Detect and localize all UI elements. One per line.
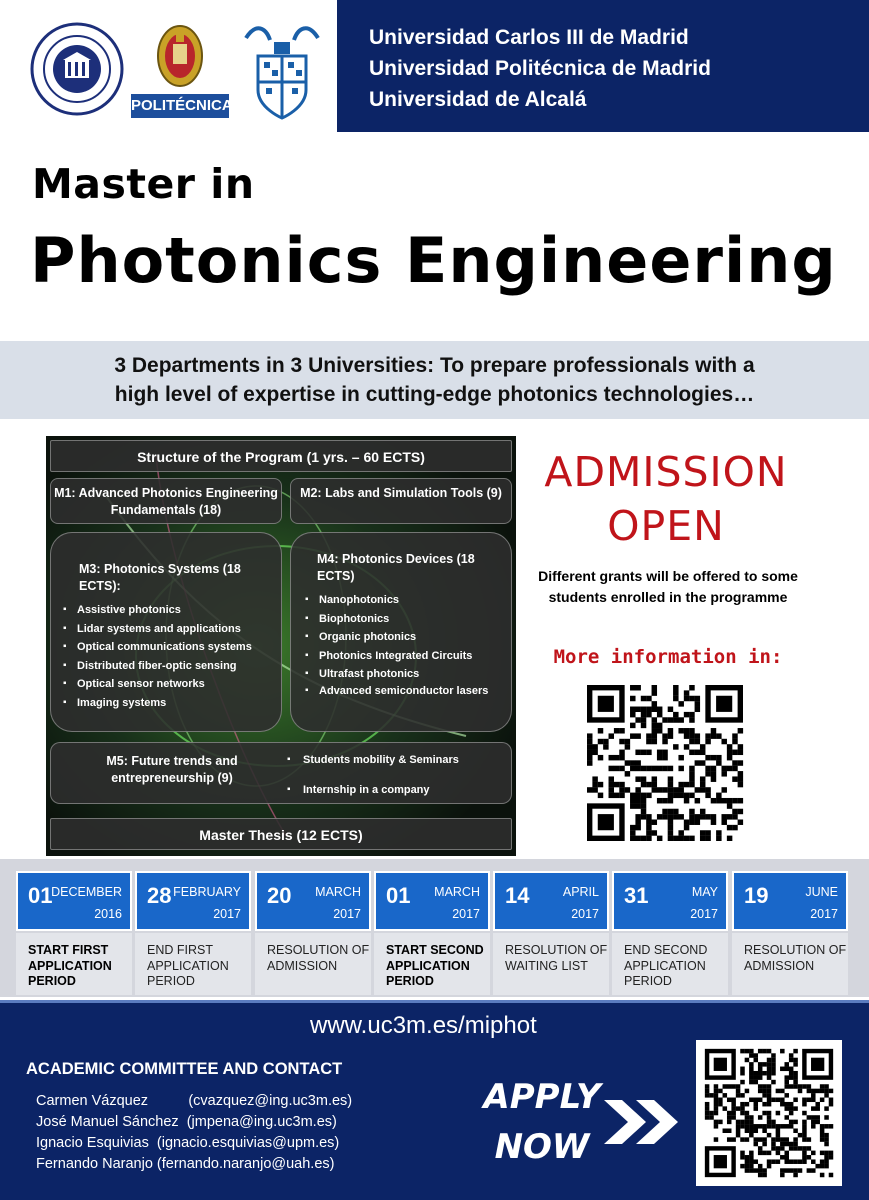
list-item: ▪ Optical communications systems — [63, 638, 281, 657]
timeline-month: MAY — [691, 885, 718, 899]
now-label: NOW — [494, 1127, 590, 1167]
module-m3-title: M3: Photonics Systems (18 ECTS): — [79, 562, 241, 593]
timeline-item — [612, 871, 728, 993]
timeline-year: 2017 — [333, 907, 361, 921]
contact-line[interactable]: Ignacio Esquivias (ignacio.esquivias@upm.es) — [36, 1135, 340, 1151]
timeline-month: DECEMBER — [51, 885, 122, 899]
tagline-banner — [0, 341, 869, 419]
list-item: ▪ Photonics Integrated Circuits — [305, 647, 511, 666]
university-name: Universidad Carlos III de Madrid — [369, 26, 689, 49]
program-url-link[interactable]: www.uc3m.es/miphot — [310, 1012, 537, 1039]
module-m4-list — [305, 591, 511, 698]
footer — [0, 1000, 869, 1200]
grants-text: Different grants will be offered to some students enrolled in the programme — [538, 568, 798, 605]
list-item: ▪ Optical sensor networks — [63, 675, 281, 694]
universities-banner — [337, 0, 869, 132]
master-thesis: Master Thesis (12 ECTS) — [50, 818, 512, 850]
module-m3 — [50, 532, 282, 732]
timeline-day: 31 — [624, 883, 649, 908]
admission-heading: ADMISSION — [544, 448, 788, 496]
university-name: Universidad de Alcalá — [369, 88, 587, 111]
timeline-month: JUNE — [805, 885, 838, 899]
upm-logo-icon — [131, 22, 233, 118]
timeline-label: RESOLUTION OF WAITING LIST — [493, 933, 609, 995]
timeline-day: 01 — [28, 883, 53, 908]
qr-code-icon[interactable] — [585, 685, 745, 841]
timeline-day: 01 — [386, 883, 411, 908]
qr-code-icon[interactable] — [696, 1040, 842, 1186]
timeline-day: 20 — [267, 883, 292, 908]
timeline-date — [732, 871, 848, 931]
list-item: ▪ Organic photonics — [305, 628, 511, 647]
application-timeline — [0, 859, 869, 997]
timeline-date — [16, 871, 132, 931]
timeline-date — [374, 871, 490, 931]
module-m5 — [50, 742, 512, 804]
timeline-item — [255, 871, 371, 993]
double-chevron-right-icon — [600, 1094, 686, 1150]
university-name: Universidad Politécnica de Madrid — [369, 57, 711, 80]
module-m4-title: M4: Photonics Devices (18 ECTS) — [317, 552, 475, 583]
timeline-day: 19 — [744, 883, 769, 908]
timeline-label: START SECOND APPLICATION PERIOD — [374, 933, 490, 995]
timeline-year: 2016 — [94, 907, 122, 921]
timeline-item — [493, 871, 609, 993]
module-m2: M2: Labs and Simulation Tools (9) — [290, 478, 512, 524]
contact-line[interactable]: José Manuel Sánchez (jmpena@ing.uc3m.es) — [36, 1114, 337, 1130]
apply-label: APPLY — [483, 1077, 601, 1117]
list-item: ▪ Nanophotonics — [305, 591, 511, 610]
admission-open-heading: OPEN — [607, 502, 725, 550]
tagline-line: high level of expertise in cutting-edge photonics technologies… — [114, 383, 755, 406]
timeline-label: RESOLUTION OF ADMISSION — [732, 933, 848, 995]
list-item: ▪ Imaging systems — [63, 694, 281, 713]
timeline-item — [135, 871, 251, 993]
contact-line[interactable]: Fernando Naranjo (fernando.naranjo@uah.es) — [36, 1156, 335, 1172]
title-photonics-engineering: Photonics Engineering — [30, 224, 837, 297]
module-m4 — [290, 532, 512, 732]
timeline-day: 14 — [505, 883, 530, 908]
logo-area — [0, 0, 337, 132]
timeline-month: FEBRUARY — [173, 885, 241, 899]
list-item: ▪ Internship in a company — [287, 783, 430, 797]
timeline-date — [135, 871, 251, 931]
list-item: ▪ Distributed fiber-optic sensing — [63, 657, 281, 676]
module-m5-title: M5: Future trends and entrepreneurship (9) — [106, 754, 238, 785]
timeline-label: END FIRST APPLICATION PERIOD — [135, 933, 251, 995]
list-item: ▪ Lidar systems and applications — [63, 620, 281, 639]
footer-divider — [0, 1000, 869, 1003]
apply-now-button[interactable] — [480, 1072, 604, 1172]
title-master-in: Master in — [32, 160, 255, 208]
timeline-item — [732, 871, 848, 993]
list-item: ▪ Ultrafast photonics — [305, 665, 511, 684]
list-item: ▪ Advanced semiconductor lasers — [305, 684, 511, 698]
timeline-year: 2017 — [690, 907, 718, 921]
timeline-month: APRIL — [562, 885, 599, 899]
committee-title: ACADEMIC COMMITTEE AND CONTACT — [26, 1060, 343, 1078]
tagline-line: 3 Departments in 3 Universities: To prepare professionals with a — [114, 354, 755, 377]
timeline-month: MARCH — [434, 885, 480, 899]
timeline-day: 28 — [147, 883, 172, 908]
timeline-date — [493, 871, 609, 931]
timeline-item — [16, 871, 132, 993]
more-info-label: More information in: — [553, 646, 783, 668]
program-structure-header: Structure of the Program (1 yrs. – 60 ECTS) — [50, 440, 512, 472]
contact-list — [36, 1091, 352, 1175]
upm-label: POLITÉCNICA — [131, 94, 229, 118]
timeline-year: 2017 — [213, 907, 241, 921]
timeline-year: 2017 — [571, 907, 599, 921]
timeline-label: RESOLUTION OF ADMISSION — [255, 933, 371, 995]
list-item: ▪ Students mobility & Seminars — [287, 753, 459, 767]
list-item: ▪ Assistive photonics — [63, 601, 281, 620]
timeline-date — [612, 871, 728, 931]
program-structure — [46, 436, 516, 856]
timeline-year: 2017 — [810, 907, 838, 921]
timeline-month: MARCH — [315, 885, 361, 899]
timeline-date — [255, 871, 371, 931]
list-item: ▪ Biophotonics — [305, 610, 511, 629]
uah-coat-of-arms-icon — [236, 20, 328, 120]
timeline-year: 2017 — [452, 907, 480, 921]
module-m3-list — [63, 601, 281, 713]
module-m1: M1: Advanced Photonics Engineering Fundamentals (18) — [50, 478, 282, 524]
timeline-label: START FIRST APPLICATION PERIOD — [16, 933, 132, 995]
uc3m-seal-icon — [30, 22, 124, 116]
contact-line[interactable]: Carmen Vázquez (cvazquez@ing.uc3m.es) — [36, 1093, 353, 1109]
timeline-item — [374, 871, 490, 993]
timeline-label: END SECOND APPLICATION PERIOD — [612, 933, 728, 995]
